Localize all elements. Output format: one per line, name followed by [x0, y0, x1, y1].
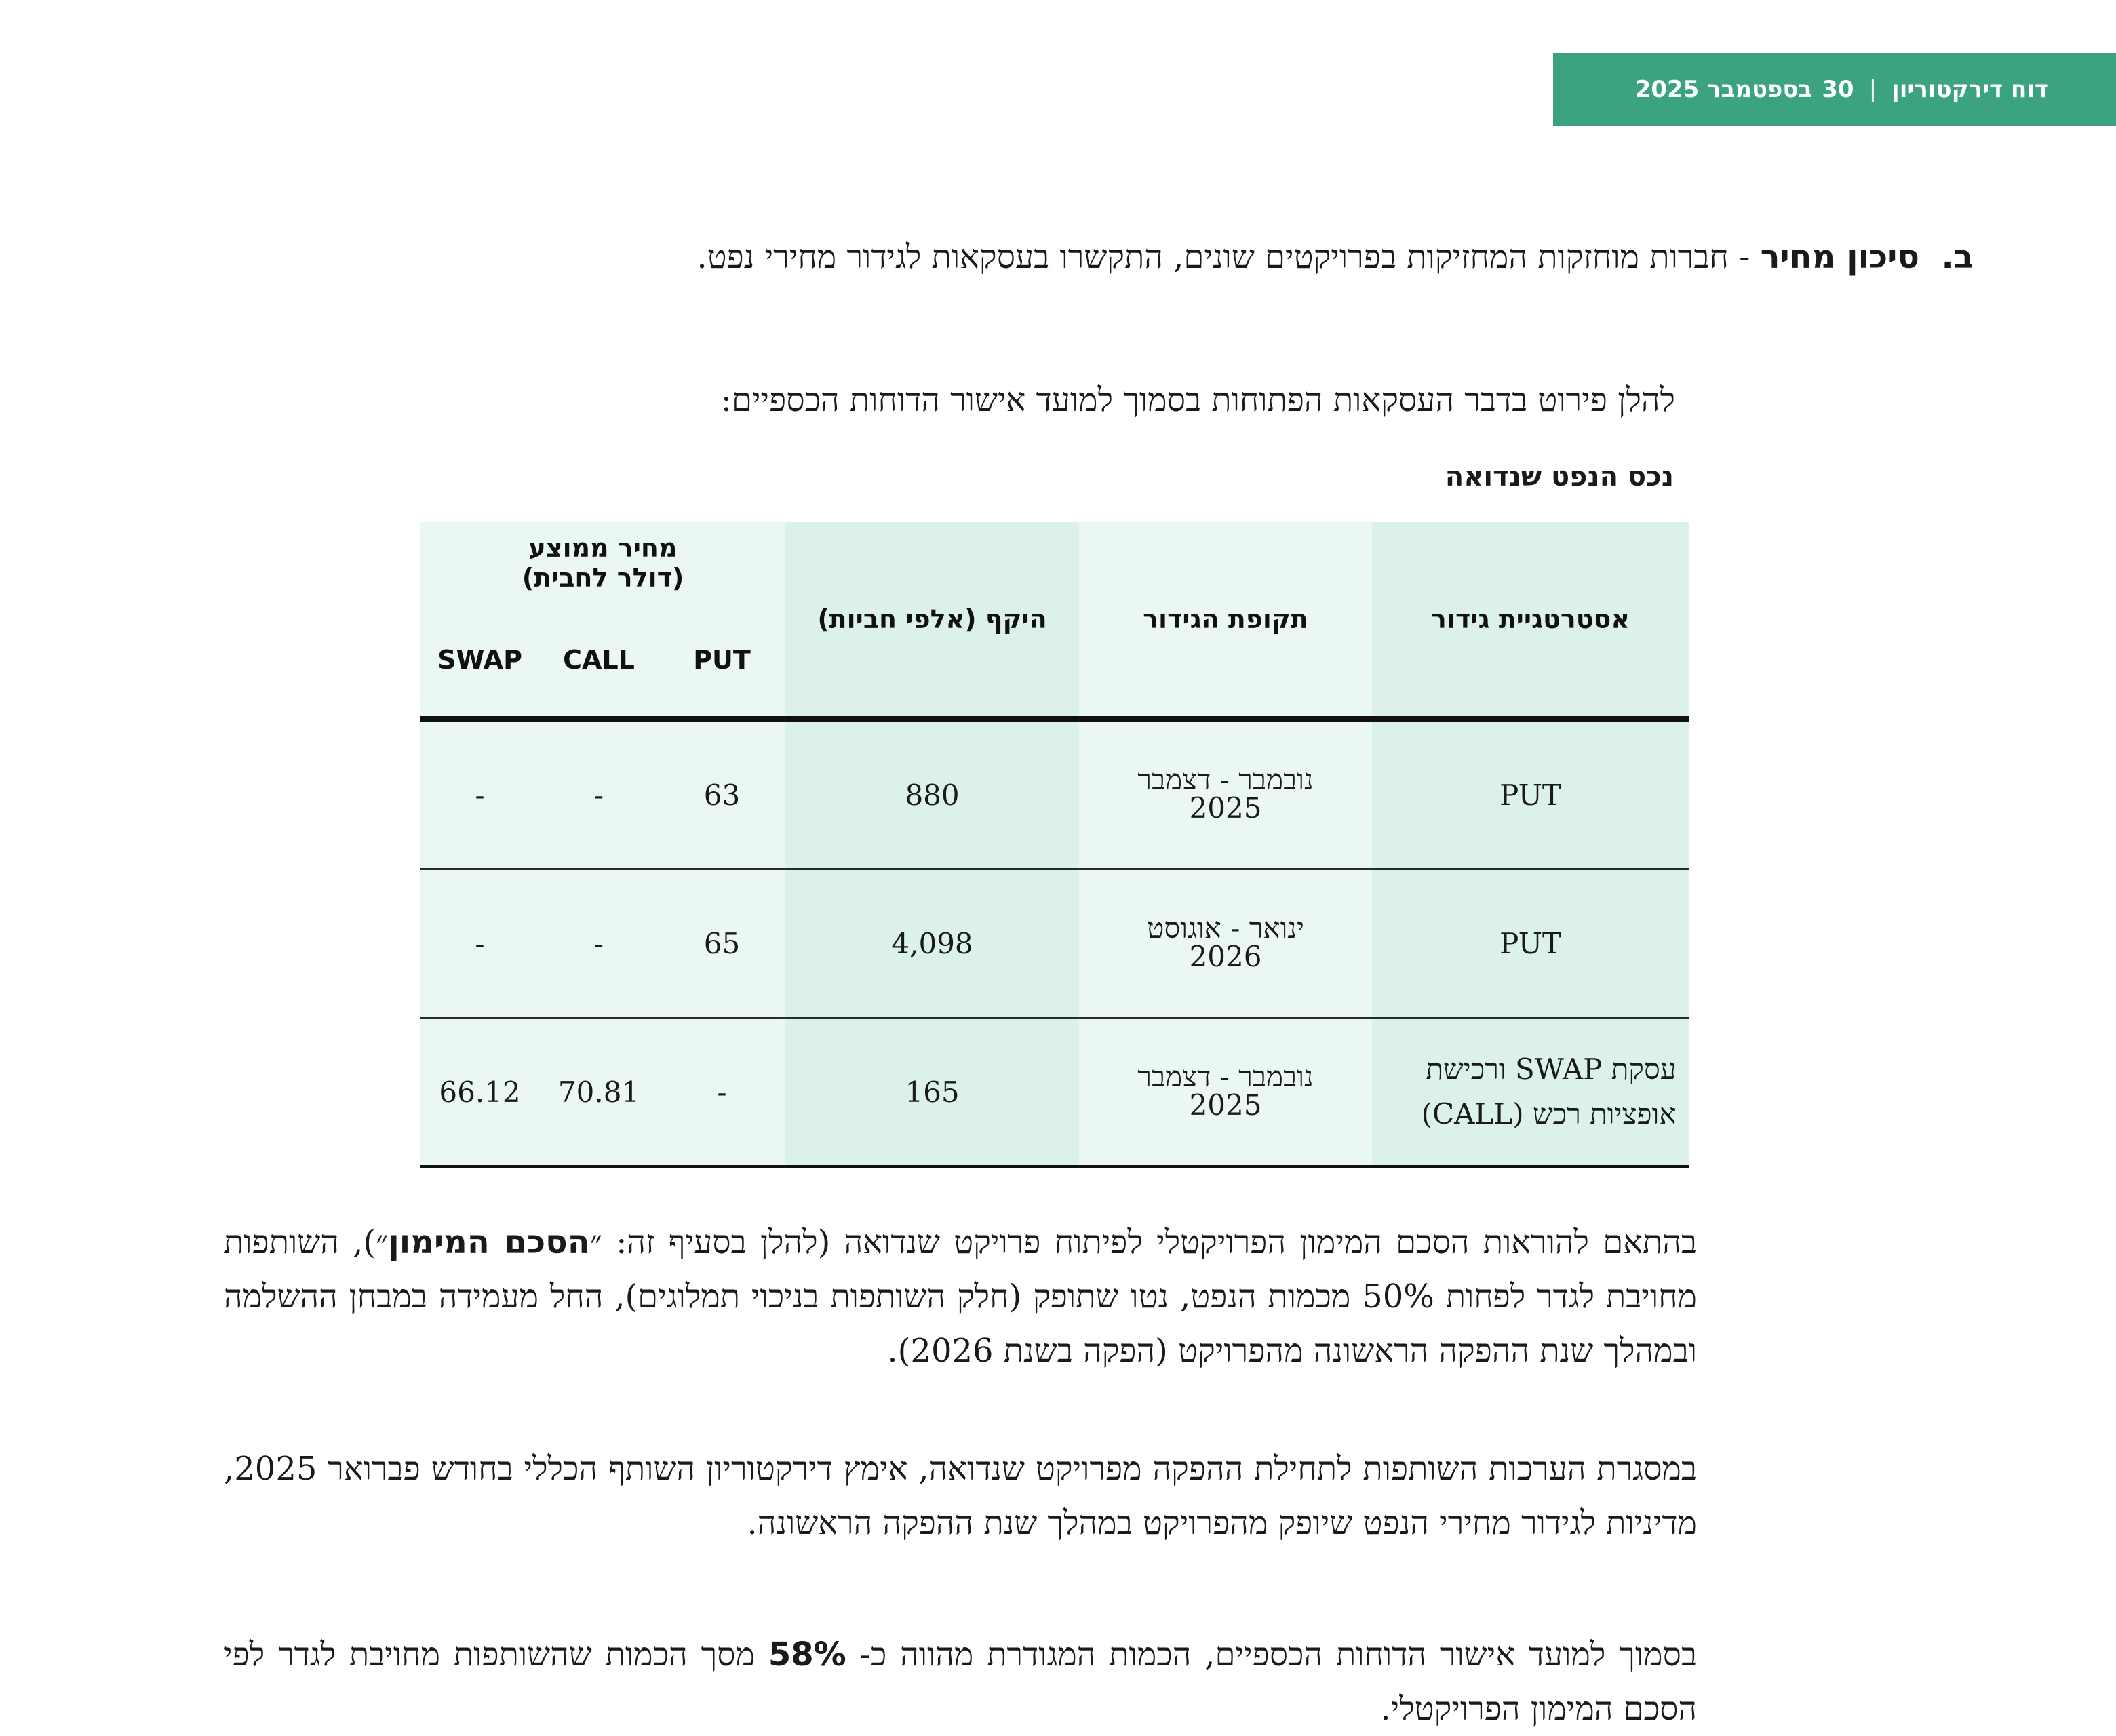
paragraph-3-rest: מסך הכמות שהשותפות מחויבת לגדר לפי הסכם המימון הפרויקטלי. — [224, 1636, 1697, 1728]
cell-volume: 880 — [785, 719, 1079, 869]
defined-term: הסכם המימון — [388, 1223, 590, 1261]
cell-period: ינואר - אוגוסט 2026 — [1079, 869, 1372, 1018]
cell-put: - — [659, 1018, 785, 1167]
cell-put: 65 — [659, 869, 785, 1018]
cell-volume: 4,098 — [785, 869, 1079, 1018]
hedged-percentage: 58% — [768, 1636, 846, 1674]
header-strategy: אסטרטגיית גידור — [1372, 522, 1689, 719]
header-swap: SWAP — [420, 604, 539, 719]
header-call: CALL — [539, 604, 659, 719]
section-letter: ב. — [1941, 238, 1974, 276]
report-date — [1635, 76, 1854, 103]
header-volume: היקף (אלפי חביות) — [785, 522, 1079, 719]
cell-swap: - — [420, 719, 539, 869]
table-row — [420, 719, 1689, 869]
cell-volume: 165 — [785, 1018, 1079, 1167]
header-period: תקופת הגידור — [1079, 522, 1372, 719]
paragraph-hedged-quantity — [224, 1628, 1697, 1736]
cell-call: - — [539, 719, 659, 869]
table-title: נכס הנפט שנדואה — [1445, 461, 1674, 492]
cell-strategy: עסקת SWAP ורכישת אופציות רכש (CALL) — [1372, 1018, 1689, 1167]
cell-strategy: PUT — [1372, 869, 1689, 1018]
header-avg-price-line1: מחיר ממוצע — [528, 533, 678, 563]
hedging-table — [420, 522, 1689, 1168]
cell-swap: - — [420, 869, 539, 1018]
report-date-month-year: בספטמבר 2025 — [1634, 76, 1813, 103]
report-date-day: 30 — [1822, 76, 1854, 103]
header-put: PUT — [659, 604, 785, 719]
paragraph-1-rest: ״), השותפות מחויבת לגדר לפחות 50% מכמות הנפט, נטו שתופק (חלק השותפות בניכוי תמלוגים), החל מעמידה במבחן ההשלמה ובמהלך שנת ההפקה הראשונה מהפרויקט (הפקה בשנת 2026). — [224, 1223, 1697, 1370]
cell-period: נובמבר - דצמבר 2025 — [1079, 1018, 1372, 1167]
header-avg-price-line2: (דולר לחבית) — [522, 563, 684, 593]
header-avg-price — [420, 522, 785, 604]
section-price-risk — [231, 224, 1974, 290]
paragraph-3-start: בסמוך למועד אישור הדוחות הכספיים, הכמות המגודרת מהווה כ- — [859, 1636, 1697, 1674]
cell-call: - — [539, 869, 659, 1018]
table-row — [420, 1018, 1689, 1167]
section-term: סיכון מחיר — [1760, 238, 1919, 276]
cell-period: נובמבר - דצמבר 2025 — [1079, 719, 1372, 869]
paragraph-1-start: בהתאם להוראות הסכם המימון הפרויקטלי לפיתוח פרויקט שנדואה (להלן בסעיף זה: ״ — [589, 1223, 1698, 1261]
cell-call: 70.81 — [539, 1018, 659, 1167]
paragraph-hedging-policy: במסגרת הערכות השותפות לתחילת ההפקה מפרויקט שנדואה, אימץ דירקטוריון השותף הכללי בחודש פברואר 2025, מדיניות לגידור מחירי הנפט שיופק מהפרויקט במהלך שנת ההפקה הראשונה. — [224, 1450, 1697, 1542]
report-title: דוח דירקטוריון — [1892, 76, 2048, 103]
table-row — [420, 869, 1689, 1018]
paragraph-financing-agreement — [224, 1215, 1697, 1378]
header-separator: | — [1868, 76, 1877, 103]
section-text: - חברות מוחזקות המחזיקות בפרויקטים שונים, התקשרו בעסקאות לגידור מחירי נפט. — [697, 238, 1750, 276]
intro-text: להלן פירוט בדבר העסקאות הפתוחות בסמוך למועד אישור הדוחות הכספיים: — [720, 381, 1675, 419]
cell-strategy: PUT — [1372, 719, 1689, 869]
cell-put: 63 — [659, 719, 785, 869]
cell-swap: 66.12 — [420, 1018, 539, 1167]
report-header-bar — [1553, 53, 2116, 126]
